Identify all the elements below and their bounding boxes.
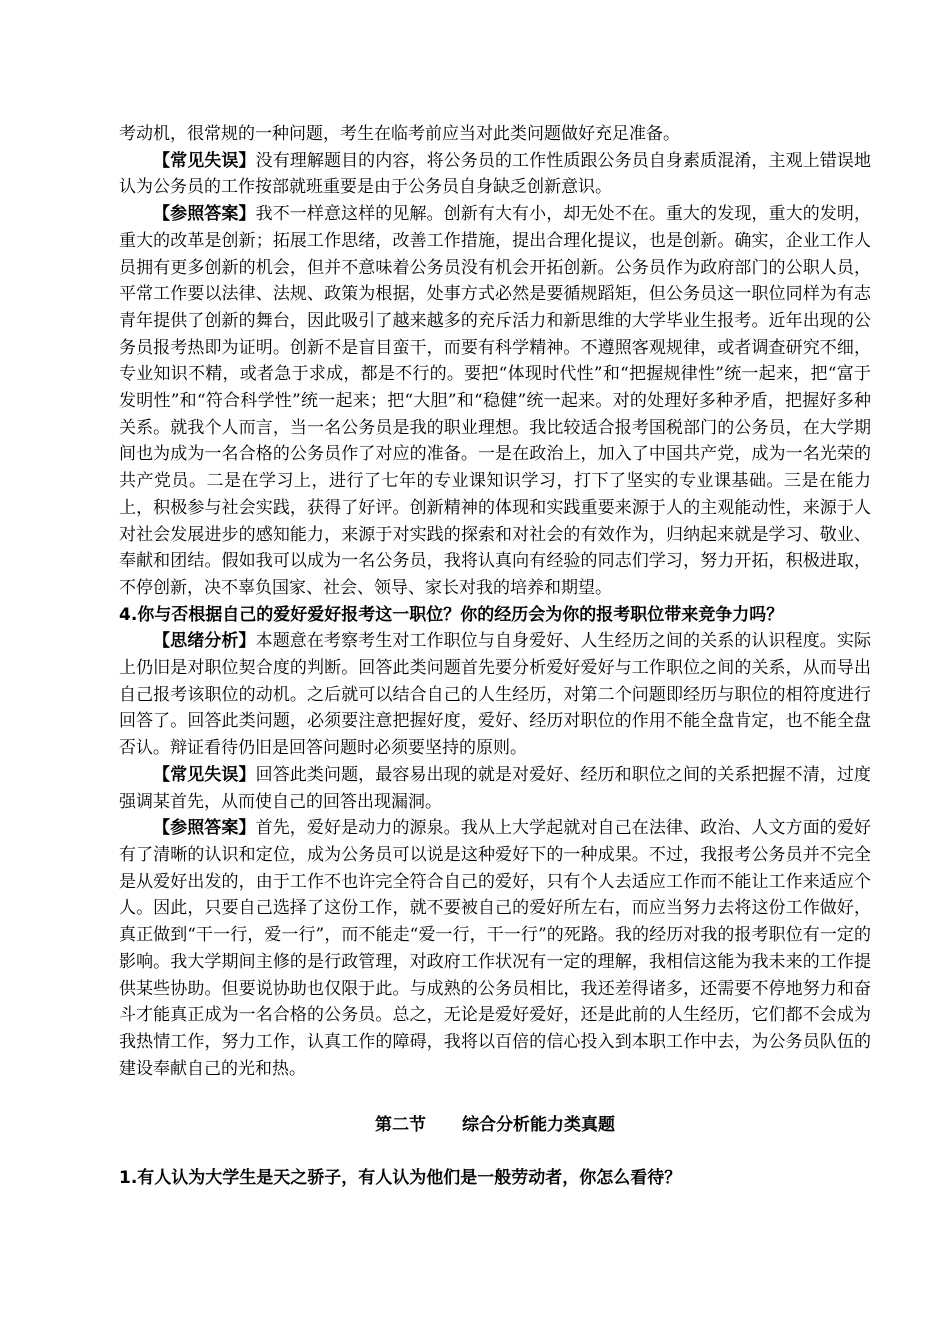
text-reference-answer: 我不一样意这样的见解。创新有大有小，却无处不在。重大的发现，重大的发明，重大的改革是创新；拓展工作思绪，改善工作措施，提出合理化提议，也是创新。确实，企业工作人员拥有更多创新的机会，但并不意味着公务员没有机会开拓创新。公务员作为政府部门的公职人员，平常工作要以法律、法规、政策为根据，处事方式必然是要循规蹈矩，但公务员这一职位同样为有志青年提供了创新的舞台，因此吸引了越来越多的充斥活力和新思维的大学毕业生报考。近年出现的公务员报考热即为证明。创新不是盲目蛮干，而要有科学精神。不遵照客观规律，或者调查研究不细，专业知识不精，或者急于求成，都是不行的。要把“体现时代性”和“把握规律性”统一起来，把“富于发明性”和“符合科学性”统一起来；把“大胆”和“稳健”统一起来。对的处理好多种矛盾，把握好多种关系。就我个人而言，当一名公务员是我的职业理想。我比较适合报考国税部门的公务员，在大学期间也为成为一名合格的公务员作了对应的准备。一是在政治上，加入了中国共产党，成为一名光荣的共产党员。二是在学习上，进行了七年的专业课知识学习，打下了坚实的专业课基础。三是在能力上，积极参与社会实践，获得了好评。创新精神的体现和实践重要来源于人的主观能动性，来源于人对社会发展进步的感知能力，来源于对实践的探索和对社会的有效作为，归纳起来就是学习、敬业、奉献和团结。假如我可以成为一名公务员，我将认真向有经验的同志们学习，努力开拓，积极进取，不停创新，决不辜负国家、社会、领导、家长对我的培养和期望。 [119, 204, 872, 598]
paragraph-continuation: 考动机，很常规的一种问题，考生在临考前应当对此类问题做好充足准备。 [119, 124, 680, 144]
label-reference-answer: 【参照答案】 [153, 204, 256, 225]
text-common-mistakes: 没有理解题目的内容，将公务员的工作性质跟公务员自身素质混淆，主观上错误地认为公务员的工作按部就班重要是由于公务员自身缺乏创新意识。 [119, 150, 872, 198]
paragraph-reference-answer [119, 201, 871, 602]
paragraph-common-mistakes-2 [119, 762, 871, 815]
question-4: 4.你与否根据自己的爱好爱好报考这一职位？你的经历会为你的报考职位带来竞争力吗？ [119, 604, 784, 625]
paragraph-reference-answer-2 [119, 815, 871, 1082]
text-analysis: 本题意在考察考生对工作职位与自身爱好、人生经历之间的关系的认识程度。实际上仍旧是对职位契合度的判断。回答此类问题首先要分析爱好爱好与工作职位之间的关系，从而导出自己报考该职位的动机。之后就可以结合自己的人生经历，对第二个问题即经历与职位的相符度进行回答了。回答此类问题，必须要注意把握好度，爱好、经历对职位的作用不能全盘肯定，也不能全盘否认。辩证看待仍旧是回答问题时必须要坚持的原则。 [119, 631, 872, 759]
label-analysis: 【思绪分析】 [153, 631, 256, 652]
paragraph-common-mistakes [119, 148, 871, 201]
label-common-mistakes-2: 【常见失误】 [153, 764, 256, 785]
text-reference-answer-2: 首先，爱好是动力的源泉。我从上大学起就对自己在法律、政治、人文方面的爱好有了清晰的认识和定位，成为公务员可以说是这种爱好下的一种成果。不过，我报考公务员并不完全是从爱好出发的，由于工作不也许完全符合自己的爱好，只有个人去适应工作而不能让工作来适应个人。因此，只要自己选择了这份工作，就不要被自己的爱好所左右，而应当努力去将这份工作做好，真正做到“干一行，爱一行”，而不能走“爱一行，干一行”的死路。我的经历对我的报考职位有一定的影响。我大学期间主修的是行政管理，对政府工作状况有一定的理解，我相信这能为我未来的工作提供某些协助。但要说协助也仅限于此。与成熟的公务员相比，我还差得诸多，还需要不停地努力和奋斗才能真正成为一名合格的公务员。总之，无论是爱好爱好，还是此前的人生经历，它们都不会成为我热情工作，努力工作，认真工作的障碍，我将以百倍的信心投入到本职工作中去，为公务员队伍的建设奉献自己的光和热。 [119, 818, 872, 1079]
question-1: 1.有人认为大学生是天之骄子，有人认为他们是一般劳动者，你怎么看待？ [119, 1168, 682, 1189]
section-heading [119, 1112, 871, 1139]
text-common-mistakes-2: 回答此类问题，最容易出现的就是对爱好、经历和职位之间的关系把握不清，过度强调某首先，从而使自己的回答出现漏洞。 [119, 764, 872, 812]
paragraph-analysis [119, 628, 871, 762]
label-reference-answer-2: 【参照答案】 [153, 818, 256, 839]
document-page [119, 121, 871, 1192]
section-number: 第二节 [375, 1115, 426, 1136]
section-title: 综合分析能力类真题 [462, 1115, 615, 1136]
label-common-mistakes: 【常见失误】 [153, 150, 256, 171]
